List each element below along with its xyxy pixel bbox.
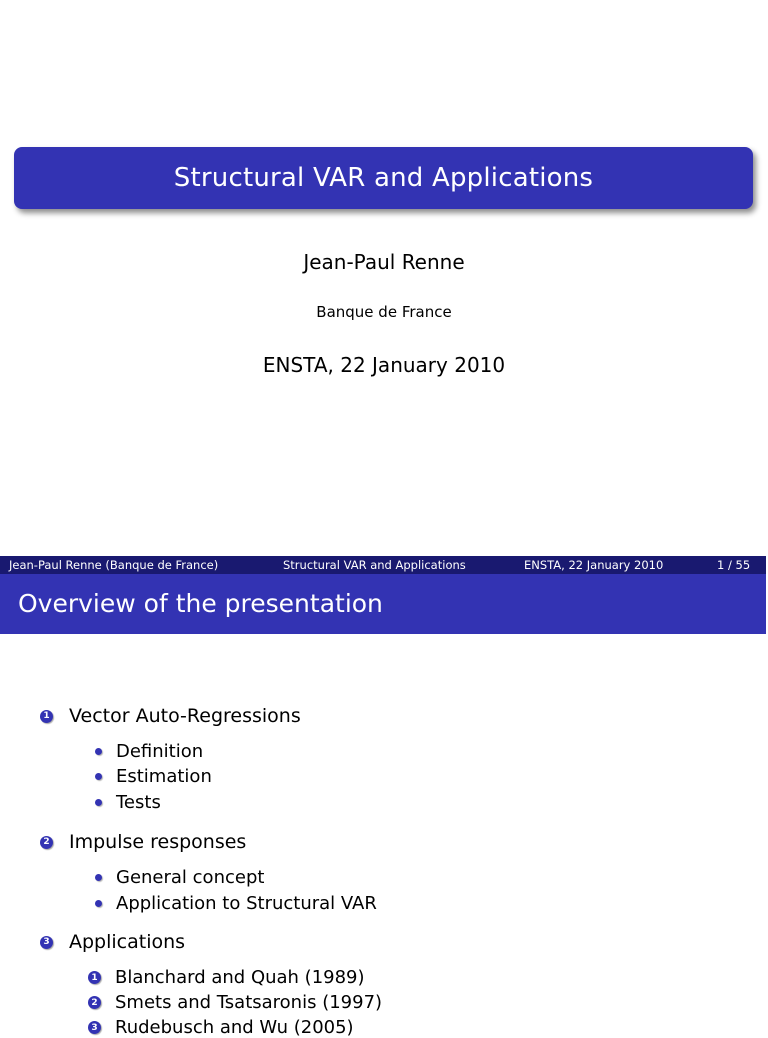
- enum-number-icon: 3: [40, 936, 53, 949]
- headline-page-number: 1 / 55: [717, 558, 751, 572]
- subsection-item: [95, 792, 161, 813]
- section-label: Applications: [69, 931, 186, 953]
- headline-bar: [0, 556, 766, 574]
- section-item: [40, 831, 246, 853]
- bullet-icon: [95, 799, 102, 806]
- author-name: Jean-Paul Renne: [303, 250, 465, 274]
- section-label: Vector Auto-Regressions: [69, 705, 301, 727]
- enum-number-icon: 3: [88, 1021, 101, 1034]
- subsection-item: [95, 867, 264, 888]
- headline-title: Structural VAR and Applications: [283, 558, 466, 572]
- bullet-icon: [95, 900, 102, 907]
- subsection-label: Rudebusch and Wu (2005): [115, 1017, 354, 1038]
- bullet-icon: [95, 773, 102, 780]
- bullet-icon: [95, 874, 102, 881]
- enum-number-icon: 1: [88, 971, 101, 984]
- section-label: Impulse responses: [69, 831, 247, 853]
- presentation-date: ENSTA, 22 January 2010: [262, 353, 506, 377]
- subsection-item: [95, 766, 212, 787]
- enum-number-icon: 2: [40, 836, 53, 849]
- section-item: [40, 705, 301, 727]
- headline-author: Jean-Paul Renne (Banque de France): [9, 558, 219, 572]
- subsection-label: Tests: [116, 792, 161, 813]
- subsection-label: Definition: [116, 741, 204, 762]
- title-box: [14, 147, 753, 209]
- section-item: [40, 931, 185, 953]
- subsection-item: [88, 1017, 354, 1038]
- subsection-label: Application to Structural VAR: [116, 893, 377, 914]
- enum-number-icon: 2: [88, 996, 101, 1009]
- subsection-label: Blanchard and Quah (1989): [115, 967, 365, 988]
- bullet-icon: [95, 748, 102, 755]
- frame-title-bar: [0, 574, 766, 634]
- presentation-title: Structural VAR and Applications: [173, 163, 594, 193]
- institute-name: Banque de France: [316, 303, 452, 321]
- subsection-item: [95, 741, 203, 762]
- enum-number-icon: 1: [40, 710, 53, 723]
- subsection-label: General concept: [116, 867, 265, 888]
- subsection-label: Estimation: [116, 766, 212, 787]
- subsection-item: [95, 893, 377, 914]
- frame-title: Overview of the presentation: [18, 589, 383, 618]
- overview-slide: [0, 556, 768, 1038]
- headline-date: ENSTA, 22 January 2010: [524, 558, 664, 572]
- subsection-label: Smets and Tsatsaronis (1997): [115, 992, 383, 1013]
- subsection-item: [88, 992, 382, 1013]
- subsection-item: [88, 967, 365, 988]
